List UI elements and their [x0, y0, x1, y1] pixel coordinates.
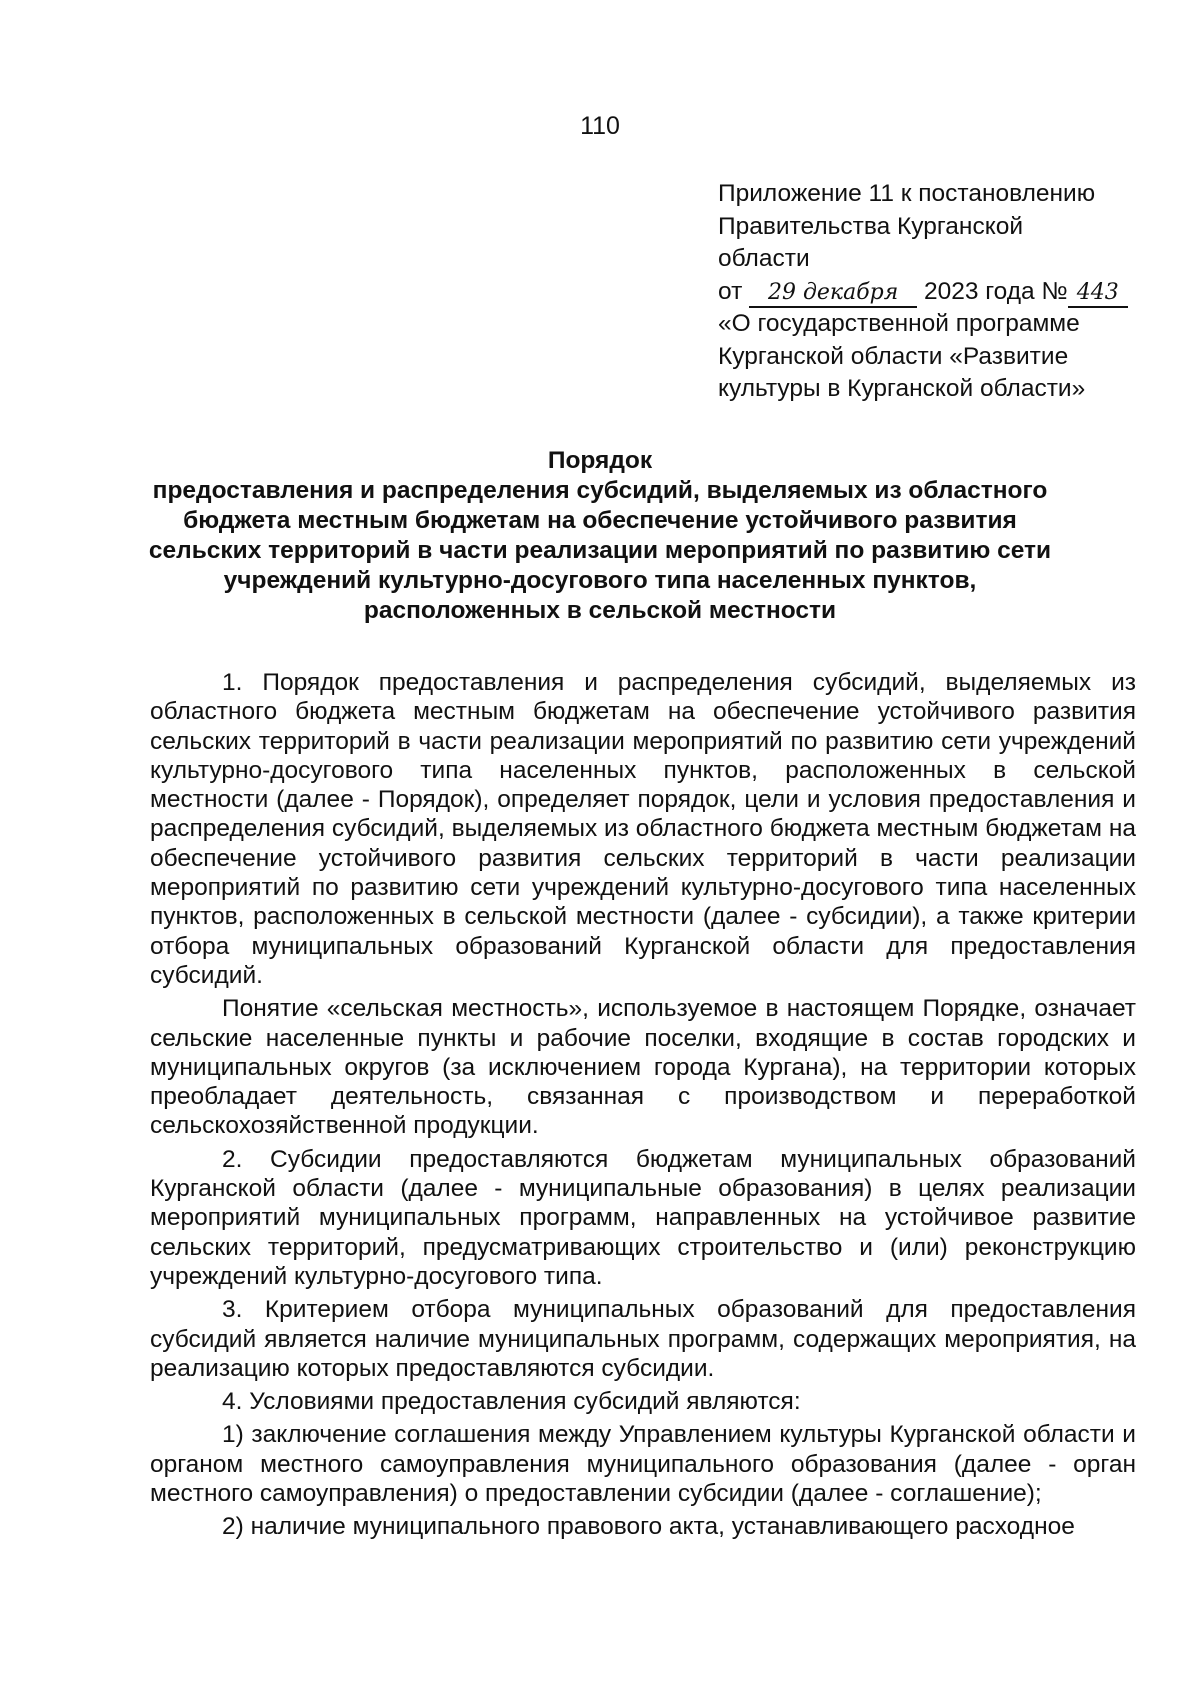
paragraph-4-item-2: 2) наличие муниципального правового акта, устанавливающего расходное	[222, 1513, 1075, 1541]
appendix-line: Курганской области «Развитие	[718, 342, 1069, 370]
handwritten-date: 29 декабря	[749, 280, 917, 308]
title-line: расположенных в сельской местности	[363, 597, 837, 624]
title-line: учреждений культурно-досугового типа населенных пунктов,	[223, 567, 977, 594]
appendix-line: области	[718, 245, 810, 272]
appendix-line: Правительства Курганской	[718, 212, 1024, 240]
appendix-line: культуры в Курганской области»	[718, 375, 1086, 402]
title-heading: Порядок	[547, 447, 653, 474]
appendix-header	[718, 178, 1138, 406]
title-line: предоставления и распределения субсидий, выделяемых из областного	[152, 477, 1048, 504]
paragraph-4-item-1: 1) заключение соглашения между Управлением культуры Курганской области и органом местного самоуправления муниципального образования (далее - орган местного самоуправления) о предоставлении субсидии (далее - соглашение);	[150, 1421, 1136, 1508]
paragraph-4: 4. Условиями предоставления субсидий являются:	[222, 1388, 801, 1416]
paragraph-rural-definition: Понятие «сельская местность», используемое в настоящем Порядке, означает сельские населенные пункты и рабочие поселки, входящие в состав городских и муниципальных округов (за исключением города Кургана), на территории которых преобладает деятельность, связанная с производством и переработкой сельскохозяйственной продукции.	[150, 995, 1136, 1140]
appendix-date-line	[718, 276, 1138, 309]
paragraph-2: 2. Субсидии предоставляются бюджетам муниципальных образований Курганской области (далее - муниципальные образования) в целях реализации мероприятий муниципальных программ, направленных на устойчивое развитие сельских территорий, предусматривающих строительство и (или) реконструкцию учреждений культурно-досугового типа.	[150, 1145, 1136, 1290]
title-line: сельских территорий в части реализации мероприятий по развитию сети	[148, 537, 1052, 564]
year-label: 2023 года №	[923, 277, 1068, 305]
title-line: бюджета местным бюджетам на обеспечение устойчивого развития	[183, 507, 1017, 534]
document-title	[120, 446, 1080, 626]
document-body	[150, 668, 1136, 1542]
handwritten-number: 443	[1068, 280, 1128, 308]
paragraph-1: 1. Порядок предоставления и распределения субсидий, выделяемых из областного бюджета местным бюджетам на обеспечение устойчивого развития сельских территорий в части реализации мероприятий по развитию сети учреждений культурно-досугового типа населенных пунктов, расположенных в сельской местности (далее - Порядок), определяет порядок, цели и условия предоставления и распределения субсидий, выделяемых из областного бюджета местным бюджетам на обеспечение устойчивого развития сельских территорий в части реализации мероприятий по развитию сети учреждений культурно-досугового типа населенных пунктов, расположенных в сельской местности (далее - субсидии), а также критерии отбора муниципальных образований Курганской области для предоставления субсидий.	[150, 669, 1136, 989]
date-prefix: от	[718, 277, 743, 305]
paragraph-3: 3. Критерием отбора муниципальных образований для предоставления субсидий является наличие муниципальных программ, содержащих мероприятия, на реализацию которых предоставляются субсидии.	[150, 1296, 1136, 1382]
page-number: 110	[580, 112, 620, 140]
appendix-line: Приложение 11 к постановлению	[718, 180, 1096, 207]
appendix-line: «О государственной программе	[718, 310, 1080, 337]
